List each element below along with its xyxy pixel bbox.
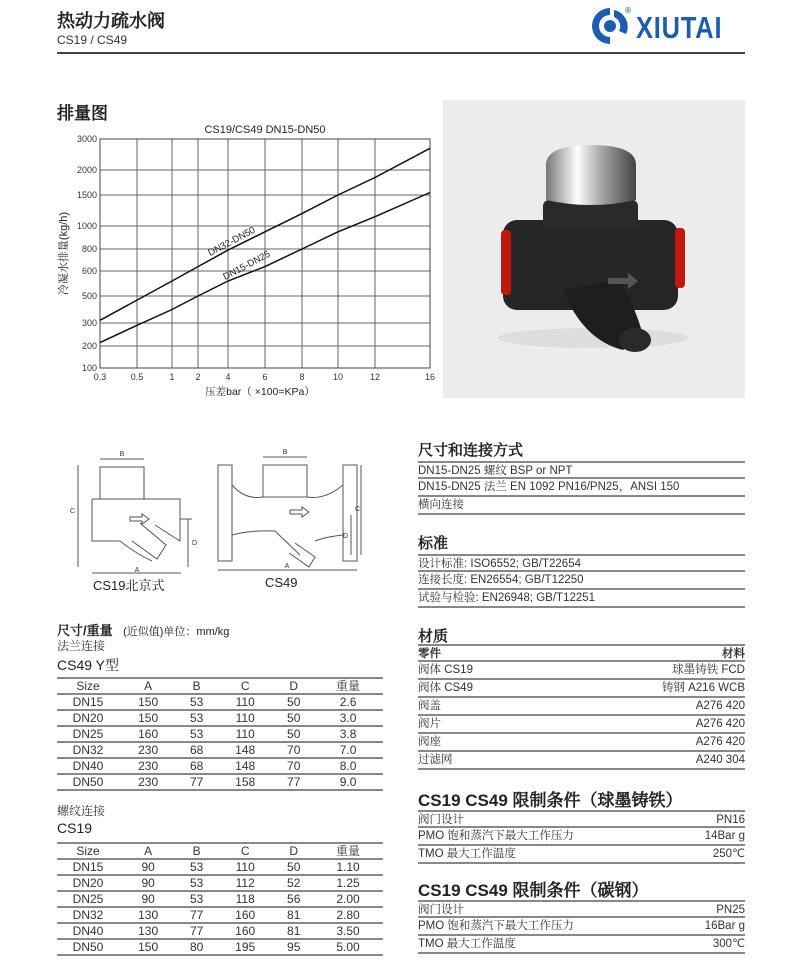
row-text: 14Bar g	[704, 830, 745, 842]
y-tick-label: 600	[81, 266, 97, 276]
cs19-dimension-table	[57, 842, 383, 956]
series-label: DN32-DN50	[206, 224, 258, 259]
table-cell: 77	[177, 923, 216, 939]
row-text: DN15-DN25 法兰 EN 1092 PN16/PN25，ANSI 150	[418, 481, 680, 493]
dim-d-label: D	[343, 533, 349, 540]
row-text: 阀座	[418, 736, 441, 748]
table-cell: 56	[274, 891, 313, 907]
discharge-chart	[50, 120, 445, 405]
table-cell: DN15	[57, 694, 119, 710]
list-row	[418, 734, 745, 752]
list-row	[418, 554, 745, 572]
row-text: 试验与检验: EN26948; GB/T12251	[418, 592, 596, 604]
table-cell: 77	[177, 774, 216, 790]
cs49-caption: CS49	[265, 575, 298, 590]
row-text: A240 304	[695, 754, 745, 766]
dim-b-label: B	[282, 449, 288, 456]
row-text: PN25	[716, 904, 745, 916]
list-row	[418, 572, 745, 590]
limits-steel-table	[418, 900, 745, 954]
steam-trap-image	[443, 100, 745, 398]
y-tick-label: 100	[81, 363, 97, 373]
table-cell: DN25	[57, 726, 119, 742]
x-tick-label: 1	[169, 372, 175, 382]
table-cell: Size	[57, 678, 119, 694]
series-label: DN15-DN25	[221, 248, 273, 283]
page-title: 热动力疏水阀	[57, 11, 165, 31]
table-cell: 110	[216, 859, 274, 875]
table-cell: 2.6	[313, 694, 383, 710]
dim-d-label: D	[192, 540, 198, 547]
page-subtitle: CS19 / CS49	[57, 33, 128, 47]
table-cell: 53	[177, 710, 216, 726]
list-row	[418, 461, 745, 479]
y-tick-label: 3000	[76, 134, 97, 144]
table-cell: 1.10	[313, 859, 383, 875]
table-row	[57, 742, 383, 758]
table-cell: C	[216, 678, 274, 694]
dimensions-note: (近似值)单位：mm/kg	[123, 626, 230, 638]
table-cell: 110	[216, 710, 274, 726]
row-text: PMO 饱和蒸汽下最大工作压力	[418, 830, 574, 842]
row-text: PN16	[716, 814, 745, 826]
table-cell: 9.0	[313, 774, 383, 790]
table-cell: 3.50	[313, 923, 383, 939]
y-tick-label: 200	[81, 341, 97, 351]
list-row	[418, 828, 745, 846]
table-header-row	[418, 644, 745, 662]
table-cell: 2.80	[313, 907, 383, 923]
standards-heading: 标准	[418, 535, 449, 552]
table-cell: 95	[274, 939, 313, 955]
table-cell: DN20	[57, 710, 119, 726]
row-text: 16Bar g	[704, 920, 745, 932]
table-cell: 118	[216, 891, 274, 907]
table-row	[57, 859, 383, 875]
table-cell: 1.25	[313, 875, 383, 891]
table-cell: 5.00	[313, 939, 383, 955]
table-cell: 68	[177, 742, 216, 758]
row-text: A276 420	[695, 718, 745, 730]
x-tick-label: 8	[299, 372, 305, 382]
table-cell: 53	[177, 875, 216, 891]
row-text: 阀盖	[418, 700, 441, 712]
row-text: 球墨铸铁 FCD	[672, 664, 745, 676]
list-row	[418, 680, 745, 698]
connections-list	[418, 461, 745, 515]
y-tick-label: 500	[81, 291, 97, 301]
table-cell: 77	[274, 774, 313, 790]
y-tick-label: 2000	[76, 165, 97, 175]
row-text: A276 420	[695, 736, 745, 748]
list-row	[418, 479, 745, 497]
cs49-dimension-table	[57, 677, 383, 791]
table-cell: 53	[177, 694, 216, 710]
table-cell: 81	[274, 923, 313, 939]
list-row	[418, 918, 745, 936]
table-cell: 重量	[313, 678, 383, 694]
table-cell: 110	[216, 726, 274, 742]
row-text: 过滤网	[418, 754, 453, 766]
table-cell: 50	[274, 726, 313, 742]
table-cell: 53	[177, 891, 216, 907]
table-cell: DN50	[57, 939, 119, 955]
table-cell: 50	[274, 710, 313, 726]
brand-logo	[588, 4, 748, 48]
table-cell: D	[274, 843, 313, 859]
table-header-row	[57, 678, 383, 694]
row-text: DN15-DN25 螺纹 BSP or NPT	[418, 465, 573, 477]
y-tick-label: 800	[81, 244, 97, 254]
row-text: A276 420	[695, 700, 745, 712]
row-text: PMO 饱和蒸汽下最大工作压力	[418, 920, 574, 932]
materials-table	[418, 644, 745, 770]
list-row	[418, 936, 745, 954]
table-cell: B	[177, 678, 216, 694]
table-cell: DN40	[57, 758, 119, 774]
row-text: 300℃	[712, 938, 745, 950]
dim-b-label: B	[119, 451, 125, 458]
table-cell: 重量	[313, 843, 383, 859]
x-tick-label: 12	[369, 372, 381, 382]
cs19-diagram	[60, 445, 200, 590]
table-cell: DN40	[57, 923, 119, 939]
table-cell: 3.0	[313, 710, 383, 726]
table-cell: 70	[274, 758, 313, 774]
cs49-diagram	[215, 445, 365, 590]
dim-c-label: C	[355, 506, 361, 513]
table-cell: A	[119, 678, 177, 694]
table-cell: 148	[216, 742, 274, 758]
header-divider	[57, 52, 745, 54]
brand-logo-icon	[588, 4, 634, 48]
table-cell: 130	[119, 923, 177, 939]
list-row	[418, 846, 745, 864]
y-axis-label: 冷凝水排量(kg/h)	[58, 211, 70, 296]
table-row	[57, 710, 383, 726]
table-cell: 70	[274, 742, 313, 758]
x-tick-label: 2	[195, 372, 201, 382]
table-cell: 90	[119, 859, 177, 875]
table-cell: 8.0	[313, 758, 383, 774]
table-cell: 230	[119, 758, 177, 774]
dimensions-heading: 尺寸/重量	[57, 623, 113, 638]
row-text: 阀体 CS19	[418, 664, 473, 676]
table-cell: 50	[274, 859, 313, 875]
table-row	[57, 875, 383, 891]
table-cell: 195	[216, 939, 274, 955]
table-cell: DN32	[57, 907, 119, 923]
list-row	[418, 497, 745, 515]
table-cell: 160	[216, 923, 274, 939]
product-photo	[443, 100, 745, 398]
y-tick-label: 300	[81, 318, 97, 328]
row-text: 阀门设计	[418, 904, 464, 916]
table-cell: 50	[274, 694, 313, 710]
table-cell: Size	[57, 843, 119, 859]
table-cell: 160	[119, 726, 177, 742]
x-tick-label: 4	[225, 372, 231, 382]
list-row	[418, 716, 745, 734]
table-cell: B	[177, 843, 216, 859]
row-text: 铸钢 A216 WCB	[661, 682, 745, 694]
table-cell: 90	[119, 875, 177, 891]
table-cell: 3.8	[313, 726, 383, 742]
standards-list	[418, 554, 745, 608]
table-cell: 130	[119, 907, 177, 923]
limits-iron-table	[418, 810, 745, 864]
table-cell: 80	[177, 939, 216, 955]
table-row	[57, 939, 383, 955]
table-row	[57, 907, 383, 923]
thread-model: CS19	[57, 820, 93, 836]
table-cell: 230	[119, 742, 177, 758]
chart-heading: 排量图	[57, 104, 108, 123]
list-row	[418, 662, 745, 680]
row-text: TMO 最大工作温度	[418, 848, 516, 860]
table-row	[57, 694, 383, 710]
table-cell: C	[216, 843, 274, 859]
brand-name: XIUTAI	[636, 10, 723, 45]
row-text: 阀片	[418, 718, 441, 730]
table-cell: 150	[119, 694, 177, 710]
table-cell: 112	[216, 875, 274, 891]
table-cell: 77	[177, 907, 216, 923]
dim-c-label: C	[70, 508, 76, 515]
table-cell: DN20	[57, 875, 119, 891]
table-row	[57, 891, 383, 907]
table-cell: 2.00	[313, 891, 383, 907]
table-row	[57, 774, 383, 790]
table-header-row	[57, 843, 383, 859]
x-tick-label: 6	[262, 372, 268, 382]
dim-a-label: A	[134, 567, 140, 574]
row-text: 零件	[418, 648, 441, 660]
connections-heading: 尺寸和连接方式	[418, 442, 524, 459]
table-cell: 52	[274, 875, 313, 891]
table-row	[57, 726, 383, 742]
x-tick-label: 0.5	[130, 372, 144, 382]
row-text: 横向连接	[418, 499, 464, 511]
list-row	[418, 698, 745, 716]
list-row	[418, 590, 745, 608]
table-cell: 158	[216, 774, 274, 790]
list-row	[418, 752, 745, 770]
table-row	[57, 758, 383, 774]
materials-heading: 材质	[418, 628, 449, 645]
row-text: 阀门设计	[418, 814, 464, 826]
table-cell: DN32	[57, 742, 119, 758]
dim-a-label: A	[284, 563, 290, 570]
table-cell: 150	[119, 939, 177, 955]
table-cell: 110	[216, 694, 274, 710]
chart-title: CS19/CS49 DN15-DN50	[204, 124, 326, 136]
table-row	[57, 923, 383, 939]
table-cell: D	[274, 678, 313, 694]
limits-iron-heading: CS19 CS49 限制条件（球墨铸铁）	[418, 791, 683, 810]
row-text: 阀体 CS49	[418, 682, 473, 694]
thread-label: 螺纹连接	[57, 804, 106, 818]
list-row	[418, 900, 745, 918]
table-cell: DN25	[57, 891, 119, 907]
table-cell: 53	[177, 726, 216, 742]
x-tick-label: 10	[332, 372, 344, 382]
row-text: 250℃	[712, 848, 745, 860]
limits-steel-heading: CS19 CS49 限制条件（碳钢）	[418, 881, 649, 900]
flange-label: 法兰连接	[57, 639, 106, 653]
list-row	[418, 810, 745, 828]
svg-text:®: ®	[624, 6, 632, 15]
y-tick-label: 1500	[76, 190, 97, 200]
table-cell: 150	[119, 710, 177, 726]
table-cell: 53	[177, 859, 216, 875]
table-cell: 160	[216, 907, 274, 923]
table-cell: 81	[274, 907, 313, 923]
table-cell: 230	[119, 774, 177, 790]
x-tick-label: 16	[424, 372, 436, 382]
x-axis-label: 压差bar（ ×100=KPa）	[205, 386, 315, 398]
table-cell: DN50	[57, 774, 119, 790]
table-cell: 7.0	[313, 742, 383, 758]
x-tick-label: 0.3	[93, 372, 107, 382]
flange-model: CS49 Y型	[57, 657, 119, 673]
row-text: 材料	[722, 648, 745, 660]
table-cell: DN15	[57, 859, 119, 875]
table-cell: 90	[119, 891, 177, 907]
row-text: 设计标准: ISO6552; GB/T22654	[418, 558, 581, 570]
cs19-caption: CS19北京式	[93, 578, 165, 593]
table-cell: 148	[216, 758, 274, 774]
row-text: 连接长度: EN26554; GB/T12250	[418, 574, 584, 586]
row-text: TMO 最大工作温度	[418, 938, 516, 950]
table-cell: A	[119, 843, 177, 859]
table-cell: 68	[177, 758, 216, 774]
y-tick-label: 1000	[76, 221, 97, 231]
